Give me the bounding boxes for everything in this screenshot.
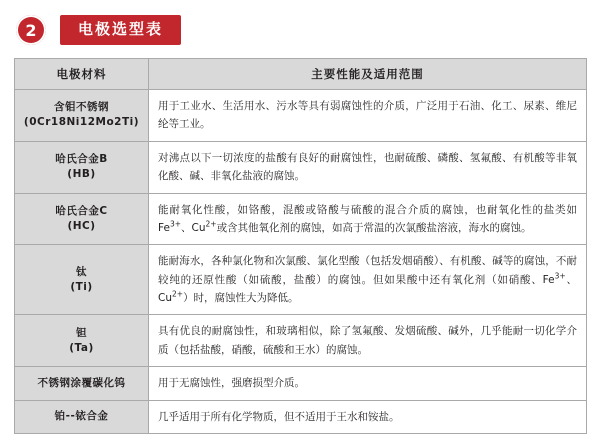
section-number-badge: 2 — [16, 15, 46, 45]
description-cell: 具有优良的耐腐蚀性，和玻璃相似，除了氢氟酸、发烟硫酸、碱外，几乎能耐一切化学介质（包括盐酸，硝酸，硫酸和王水）的腐蚀。 — [149, 315, 587, 367]
table-header-row — [15, 59, 587, 90]
material-cell — [15, 315, 149, 367]
table-row — [15, 193, 587, 245]
table-row — [15, 141, 587, 193]
description-text: 能耐氧化性酸，如铬酸，混酸或铬酸与硫酸的混合介质的腐蚀，也耐氧化性的盐类如Fe — [158, 203, 577, 234]
description-text: 或含其他氧化剂的腐蚀，如高于常温的次氯酸盐溶液，海水的腐蚀。 — [216, 221, 532, 234]
description-text: 能耐海水，各种氯化物和次氯酸、氯化型酸（包括发烟硝酸）、有机酸、碱等的腐蚀，不耐较纯的还原性酸（如硫酸，盐酸）的腐蚀。但如果酸中还有氧化剂（如硝酸、Fe — [158, 255, 577, 286]
electrode-selection-table — [14, 58, 587, 434]
description-cell: 用于无腐蚀性，强磨损型介质。 — [149, 367, 587, 400]
superscript-charge: 2+ — [205, 219, 217, 229]
material-name: 含钼不锈钢 — [54, 101, 109, 114]
superscript-charge: 3+ — [169, 219, 181, 229]
material-name: 铂--铱合金 — [54, 410, 109, 423]
material-cell — [15, 400, 149, 433]
material-code: (HC) — [67, 219, 96, 232]
description-cell: 对沸点以下一切浓度的盐酸有良好的耐腐蚀性，也耐硫酸、磷酸、氢氟酸、有机酸等非氧化酸、碱、非氧化盐液的腐蚀。 — [149, 141, 587, 193]
material-cell — [15, 245, 149, 315]
material-code: (HB) — [67, 168, 96, 181]
page-title: 电极选型表 — [60, 15, 181, 45]
material-name: 不锈钢涂覆碳化钨 — [37, 376, 126, 389]
material-code: (0Cr18Ni12Mo2Ti) — [23, 116, 140, 129]
material-cell — [15, 141, 149, 193]
material-cell — [15, 90, 149, 142]
material-name: 钛 — [76, 265, 87, 278]
material-code: (Ti) — [70, 280, 93, 293]
description-cell — [149, 193, 587, 245]
material-name: 哈氏合金B — [55, 152, 108, 165]
table-header — [15, 59, 587, 90]
table-row — [15, 400, 587, 433]
column-header-material: 电极材料 — [15, 59, 149, 90]
description-text: 、Cu — [158, 273, 578, 304]
description-cell: 用于工业水、生活用水、污水等具有弱腐蚀性的介质，广泛用于石油、化工、尿素、维尼纶等工业。 — [149, 90, 587, 142]
page-header — [14, 10, 586, 50]
description-text: 、Cu — [181, 221, 206, 234]
description-text: ）时，腐蚀性大为降低。 — [183, 292, 299, 304]
material-cell — [15, 193, 149, 245]
material-name: 钽 — [76, 326, 87, 339]
column-header-description: 主要性能及适用范围 — [149, 59, 587, 90]
material-code: (Ta) — [69, 341, 94, 354]
superscript-charge: 3+ — [554, 271, 566, 281]
table-row — [15, 90, 587, 142]
table-row — [15, 315, 587, 367]
superscript-charge: 2+ — [172, 289, 184, 299]
material-name: 哈氏合金C — [55, 204, 108, 217]
table-row — [15, 245, 587, 315]
description-cell — [149, 245, 587, 315]
table-row — [15, 367, 587, 400]
material-cell — [15, 367, 149, 400]
table-body — [15, 90, 587, 434]
description-cell: 几乎适用于所有化学物质，但不适用于王水和铵盐。 — [149, 400, 587, 433]
